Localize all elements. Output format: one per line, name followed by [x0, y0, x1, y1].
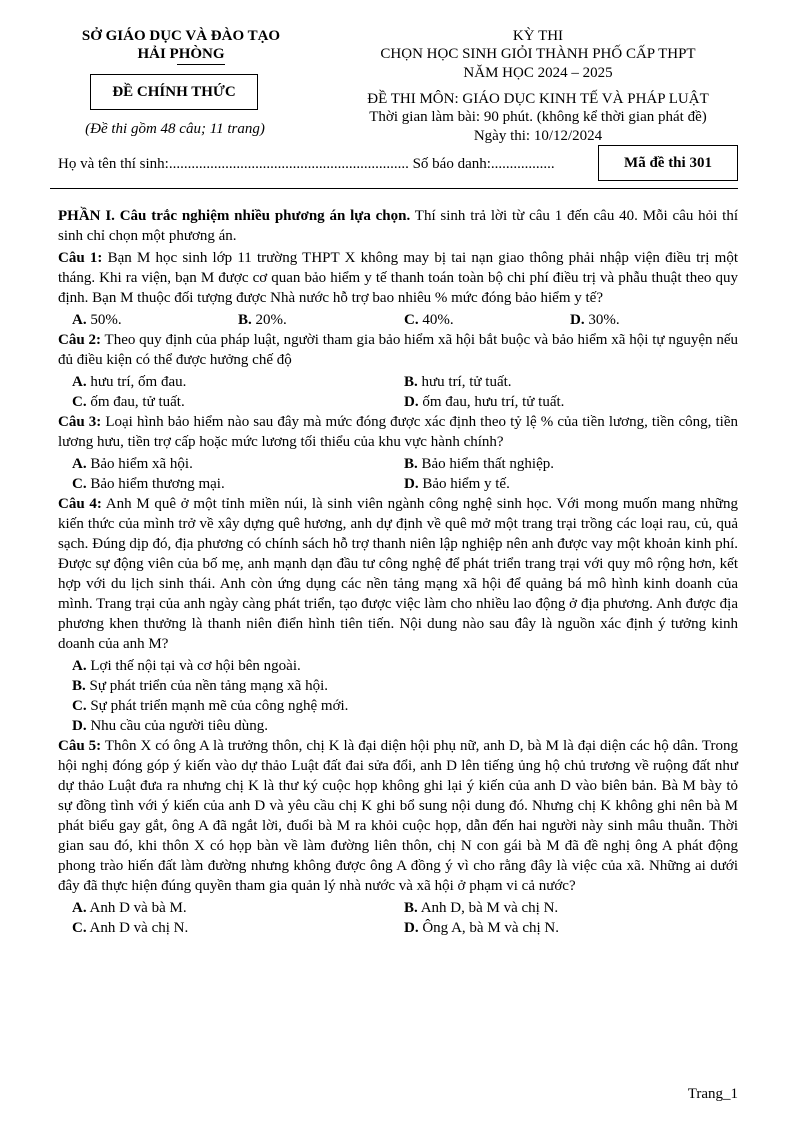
- question-label: Câu 2:: [58, 332, 101, 348]
- option-letter: C.: [72, 698, 87, 714]
- option-letter: D.: [404, 920, 419, 936]
- question-2-options-row-2: [58, 392, 738, 412]
- option-text: Bảo hiểm xã hội.: [86, 456, 193, 472]
- exam-time: Thời gian làm bài: 90 phút. (không kể thời gian phát đề): [369, 109, 707, 125]
- option-text: 30%.: [584, 312, 620, 328]
- option-c: [72, 474, 225, 494]
- option-letter: B.: [238, 312, 252, 328]
- option-text: ốm đau, hưu trí, tử tuất.: [418, 394, 565, 410]
- question-5-options-row-1: [58, 898, 738, 918]
- part-title: PHẦN I. Câu trắc nghiệm nhiều phương án lựa chọn.: [58, 208, 411, 224]
- option-letter: C.: [72, 394, 87, 410]
- option-d: [404, 474, 510, 494]
- question-text: Thôn X có ông A là trưởng thôn, chị K là đại diện hội phụ nữ, anh D, bà M là đại diện các hộ dân. Trong hội nghị đóng góp ý kiến vào dự thảo Luật đất đai sửa đổi, anh D lên tiếng ủng hộ chủ trương về ruộng đất như dự thảo Luật đưa ra nhưng chị K là thư ký cuộc họp không ghi lại ý kiến của anh D vào biên bản. Bà M bày tỏ sự đồng tình với ý kiến của anh D và yêu cầu chị K ghi bổ sung nội dung đó. Nhưng chị K không ghi nên bà M phát biểu gay gắt, ông A đã ngắt lời, đuổi bà M ra khỏi cuộc họp, dẫn đến hai người này sinh mâu thuẫn. Thời gian sau đó, khi thôn X có họp bàn về làm đường liên thôn, chị N con gái bà M đã đề nghị ông A phát động phong trào hiến đất làm đường nhưng không được ông A đồng ý vì cho rằng đây là việc của xã. Những ai dưới đây đã thực hiện đúng quyền tham gia quản lý nhà nước và xã hội ở phạm vi cả nước?: [58, 738, 738, 894]
- question-5: [58, 736, 738, 896]
- question-2-options-row-1: [58, 372, 738, 392]
- option-letter: D.: [404, 394, 419, 410]
- question-5-options-row-2: [58, 918, 738, 938]
- question-text: Bạn M học sinh lớp 11 trường THPT X không may bị tai nạn giao thông phải nhập viện điều trị một tháng. Khi ra viện, bạn M được cơ quan bảo hiểm y tế thanh toán toàn bộ chi phí điều trị và phẫu thuật theo quy định. Bạn M thuộc đối tượng được Nhà nước hỗ trợ bao nhiêu % mức đóng bảo hiểm y tế?: [58, 250, 738, 306]
- option-letter: C.: [72, 476, 87, 492]
- option-b: [238, 310, 287, 330]
- option-a: [58, 656, 738, 676]
- question-label: Câu 5:: [58, 738, 102, 754]
- department-name: SỞ GIÁO DỤC VÀ ĐÀO TẠO: [81, 28, 281, 44]
- option-d: [570, 310, 620, 330]
- exam-title: KỲ THI: [512, 28, 564, 44]
- option-letter: D.: [404, 476, 419, 492]
- option-text: Anh D và bà M.: [86, 900, 187, 916]
- option-text: 40%.: [418, 312, 454, 328]
- option-d: [58, 716, 738, 736]
- option-text: Sự phát triển của nền tảng mạng xã hội.: [85, 678, 328, 694]
- question-text: Anh M quê ở một tỉnh miền núi, là sinh viên ngành công nghệ sinh học. Với mong muốn mang những kiến thức của mình trở về xây dựng quê hương, anh dự định về quê mở một trang trại trồng các loại rau, củ, quả sạch. Đúng dịp đó, địa phương có chính sách hỗ trợ thanh niên lập nghiệp nên anh được vay một khoản kinh phí. Được sự động viên của bố mẹ, anh mạnh dạn đầu tư công nghệ để phát triển trang trại với quy mô rộng hơn, kết hợp với du lịch sinh thái. Anh còn ứng dụng các nền tảng mạng xã hội để quảng bá mô hình kinh doanh của mình. Trang trại của anh ngày càng phát triển, tạo được việc làm cho nhiều lao động ở địa phương. Anh được địa phương khen thưởng là thanh niên điển hình tiên tiến. Nội dung nào sau đây là nguồn xác định ý tưởng kinh doanh của anh M?: [58, 496, 738, 652]
- exam-name: CHỌN HỌC SINH GIỎI THÀNH PHỐ CẤP THPT: [380, 46, 696, 62]
- city-underline: [177, 64, 225, 65]
- question-text: Loại hình bảo hiểm nào sau đây mà mức đóng được xác định theo tỷ lệ % của tiền lương, tiền công, tiền lương hưu, tiền trợ cấp hoặc mức lương tối thiểu của khu vực hành chính?: [58, 414, 738, 450]
- exam-code-box: Mã đề thi 301: [598, 145, 738, 181]
- option-text: Lợi thế nội tại và cơ hội bên ngoài.: [86, 658, 301, 674]
- option-letter: A.: [72, 900, 87, 916]
- option-d: [404, 392, 564, 412]
- question-3: [58, 412, 738, 452]
- option-text: Ông A, bà M và chị N.: [418, 920, 559, 936]
- exam-content: [58, 206, 738, 938]
- option-a: [72, 310, 122, 330]
- option-letter: B.: [404, 900, 418, 916]
- department-city: HẢI PHÒNG: [137, 46, 225, 62]
- header-divider: [50, 188, 738, 189]
- official-label-box: ĐỀ CHÍNH THỨC: [90, 74, 258, 110]
- part-instruction: Thí sinh trả lời từ câu 1 đến câu 40. Mỗi câu hỏi thí sinh chỉ chọn một phương án.: [58, 208, 738, 244]
- option-text: Anh D và chị N.: [86, 920, 189, 936]
- option-text: Bảo hiểm thất nghiệp.: [417, 456, 554, 472]
- option-letter: D.: [570, 312, 585, 328]
- question-3-options-row-1: [58, 454, 738, 474]
- option-letter: C.: [404, 312, 419, 328]
- question-1: [58, 248, 738, 308]
- option-text: Nhu cầu của người tiêu dùng.: [86, 718, 269, 734]
- option-text: Sự phát triển mạnh mẽ của công nghệ mới.: [86, 698, 349, 714]
- question-text: Theo quy định của pháp luật, người tham gia bảo hiểm xã hội bắt buộc và bảo hiểm xã hội tự nguyện nếu đủ điều kiện có thể được hưởng chế độ: [58, 332, 739, 368]
- option-c: [72, 392, 185, 412]
- pages-note: (Đề thi gồm 48 câu; 11 trang): [85, 121, 265, 137]
- option-b: [58, 676, 738, 696]
- option-c: [404, 310, 454, 330]
- option-c: [72, 918, 188, 938]
- question-label: Câu 1:: [58, 250, 103, 266]
- option-text: hưu trí, tử tuất.: [417, 374, 512, 390]
- question-1-options: [58, 310, 738, 330]
- option-text: Anh D, bà M và chị N.: [417, 900, 559, 916]
- option-letter: B.: [404, 374, 418, 390]
- option-b: [404, 454, 554, 474]
- option-letter: A.: [72, 312, 87, 328]
- option-text: 50%.: [86, 312, 122, 328]
- page-number: Trang_1: [687, 1086, 738, 1102]
- option-letter: A.: [72, 374, 87, 390]
- option-text: Bảo hiểm thương mại.: [86, 476, 225, 492]
- school-year: NĂM HỌC 2024 – 2025: [463, 65, 613, 81]
- part-heading: [58, 206, 738, 246]
- option-letter: A.: [72, 658, 87, 674]
- option-a: [72, 454, 193, 474]
- option-letter: D.: [72, 718, 87, 734]
- option-text: Bảo hiểm y tế.: [418, 476, 510, 492]
- exam-subject: ĐỀ THI MÔN: GIÁO DỤC KINH TẾ VÀ PHÁP LUẬT: [367, 91, 709, 107]
- option-text: ốm đau, tử tuất.: [86, 394, 185, 410]
- question-3-options-row-2: [58, 474, 738, 494]
- option-letter: C.: [72, 920, 87, 936]
- exam-date: Ngày thi: 10/12/2024: [473, 128, 603, 144]
- option-a: [72, 898, 187, 918]
- option-letter: B.: [72, 678, 86, 694]
- option-text: hưu trí, ốm đau.: [86, 374, 187, 390]
- option-a: [72, 372, 186, 392]
- question-4: [58, 494, 738, 654]
- candidate-info-line: Họ và tên thí sinh:................................................................ Số báo danh:.................: [58, 156, 555, 172]
- option-letter: B.: [404, 456, 418, 472]
- option-d: [404, 918, 559, 938]
- option-b: [404, 372, 512, 392]
- option-text: 20%.: [251, 312, 287, 328]
- option-c: [58, 696, 738, 716]
- option-letter: A.: [72, 456, 87, 472]
- question-label: Câu 4:: [58, 496, 102, 512]
- question-2: [58, 330, 738, 370]
- question-label: Câu 3:: [58, 414, 102, 430]
- option-b: [404, 898, 558, 918]
